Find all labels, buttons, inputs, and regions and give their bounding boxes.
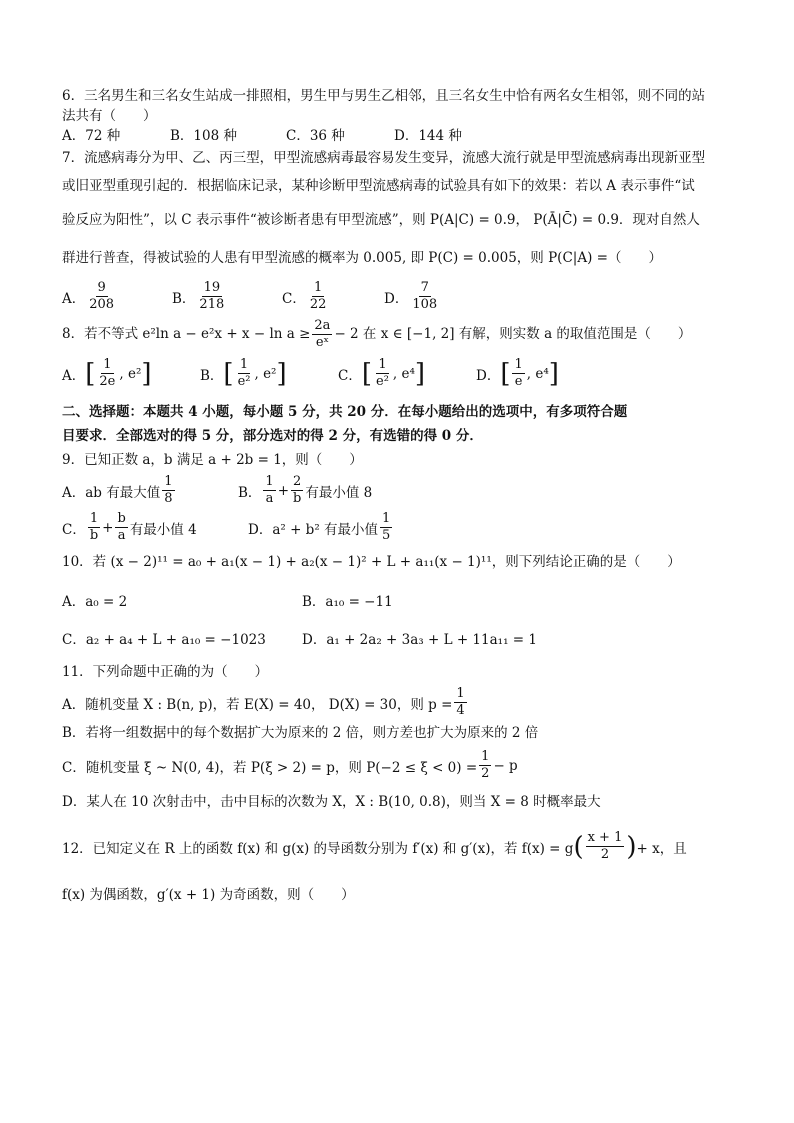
question-7-line-3: 验反应为阳性”，以 C 表示事件“被诊断者患有甲型流感”，则 P(A|C) = 0.9， P(Ā|C̄) = 0.9．现对自然人 — [62, 212, 700, 228]
option-c: C．36 种 — [286, 128, 345, 144]
question-10 — [62, 552, 734, 648]
question-7-line-4: 群进行普查，得被试验的人患有甲型流感的概率为 0.005, 即 P(C) = 0.005，则 P(C|A) =（ ） — [62, 250, 662, 266]
option-a: A． $\frac{9}{208}$ — [62, 280, 115, 312]
option-c: C． $\frac{1}{b}$ + $\frac{b}{a}$ 有最小值 4 — [62, 511, 197, 543]
question-8-stem: 8．若不等式 e²ln a − e²x + x − ln a ≥ $\frac{2a}{\text{eˣ}}$ − 2 在 x ∈ [−1, 2] 有解，则实数 a 的取值范围是（ ） — [62, 317, 692, 350]
option-a: A．72 种 — [62, 128, 121, 144]
section-2-line-2: 目要求．全部选对的得 5 分，部分选对的得 2 分，有选错的得 0 分． — [62, 428, 483, 444]
exam-page — [62, 86, 734, 905]
question-7-options — [62, 280, 734, 313]
option-d: D． $\frac{7}{108}$ — [384, 280, 438, 312]
question-12-line-1: 12．已知定义在 R 上的函数 f(x) 和 g(x) 的导函数分别为 f′(x) 和 g′(x)，若 f(x) = g ( $\frac{x + 1}{2}$ ) + x，且 — [62, 830, 687, 862]
section-2-line-1: 二、选择题：本题共 4 小题，每小题 5 分，共 20 分．在每小题给出的选项中，有多项符合题 — [62, 404, 628, 420]
option-b: B．108 种 — [170, 128, 237, 144]
option-b: B． [ $\frac{1}{\text{e²}}$ , e² ] — [200, 357, 287, 389]
question-12 — [62, 830, 734, 905]
fraction: $\frac{19}{218}$ — [199, 280, 225, 312]
fraction: $\frac{1}{22}$ — [309, 280, 327, 312]
option-c: C． [ $\frac{1}{\text{e²}}$ , e⁴ ] — [338, 357, 426, 389]
option-a: A． [ $\frac{1}{2e}$ , e² ] — [62, 357, 152, 389]
option-c: C．a₂ + a₄ + L + a₁₀ = −1023 — [62, 632, 266, 648]
option-d: D．某人在 10 次射击中，击中目标的次数为 X，X : B(10, 0.8)，则当 X = 8 时概率最大 — [62, 794, 601, 810]
option-c: C．随机变量 ξ ~ N(0, 4)，若 P(ξ > 2) = p，则 P(−2 ≤ ξ < 0) = $\frac{1}{2}$ − p — [62, 749, 518, 781]
section-2-heading — [62, 400, 734, 448]
fraction: $\frac{9}{208}$ — [89, 280, 115, 312]
question-12-line-2: f(x) 为偶函数，g′(x + 1) 为奇函数，则（ ） — [62, 887, 355, 903]
question-6-line-2: 法共有（ ） — [62, 108, 157, 124]
question-9 — [62, 450, 734, 544]
question-7 — [62, 148, 734, 313]
question-9-options-row-1 — [62, 474, 734, 507]
question-11-stem: 11．下列命题中正确的为（ ） — [62, 664, 269, 680]
question-10-stem: 10．若 (x − 2)¹¹ = a₀ + a₁(x − 1) + a₂(x − 1)² + L + a₁₁(x − 1)¹¹，则下列结论正确的是（ ） — [62, 554, 681, 570]
option-b: B． $\frac{19}{218}$ — [172, 280, 225, 312]
option-a: A．随机变量 X : B(n, p)，若 E(X) = 40， D(X) = 30，则 p = $\frac{1}{4}$ — [62, 686, 465, 718]
question-9-options-row-2 — [62, 511, 734, 544]
question-7-line-2: 或旧亚型重现引起的．根据临床记录，某种诊断甲型流感病毒的试验具有如下的效果：若以 A 表示事件“试 — [62, 178, 695, 194]
option-b: B．a₁₀ = −11 — [302, 594, 393, 610]
option-d: D．144 种 — [394, 128, 462, 144]
question-8-options — [62, 357, 734, 390]
question-9-stem: 9．已知正数 a，b 满足 a + 2b = 1，则（ ） — [62, 452, 363, 468]
question-10-options-row-1 — [62, 590, 734, 610]
option-b: B． $\frac{1}{a}$ + $\frac{2}{b}$ 有最小值 8 — [238, 474, 373, 506]
option-b: B．若将一组数据中的每个数据扩大为原来的 2 倍，则方差也扩大为原来的 2 倍 — [62, 725, 539, 741]
option-d: D．a² + b² 有最小值 $\frac{1}{5}$ — [248, 511, 391, 543]
question-10-options-row-2 — [62, 628, 734, 648]
question-6 — [62, 86, 734, 146]
option-a: A．ab 有最大值 $\frac{1}{8}$ — [62, 474, 173, 506]
option-c: C． $\frac{1}{22}$ — [282, 280, 327, 312]
fraction: $\frac{7}{108}$ — [412, 280, 438, 312]
option-a: A．a₀ = 2 — [62, 594, 128, 610]
question-11 — [62, 662, 734, 812]
option-d: D． [ $\frac{1}{e}$ , e⁴ ] — [476, 357, 559, 389]
fraction: $\frac{2a}{\text{eˣ}}$ — [314, 317, 331, 350]
question-6-line-1: 6．三名男生和三名女生站成一排照相，男生甲与男生乙相邻，且三名女生中恰有两名女生相邻，则不同的站 — [62, 88, 706, 104]
question-8 — [62, 317, 734, 390]
question-6-options — [62, 126, 734, 146]
question-7-line-1: 7．流感病毒分为甲、乙、丙三型，甲型流感病毒最容易发生变异，流感大流行就是甲型流感病毒出现新亚型 — [62, 150, 706, 166]
option-d: D．a₁ + 2a₂ + 3a₃ + L + 11a₁₁ = 1 — [302, 632, 537, 648]
